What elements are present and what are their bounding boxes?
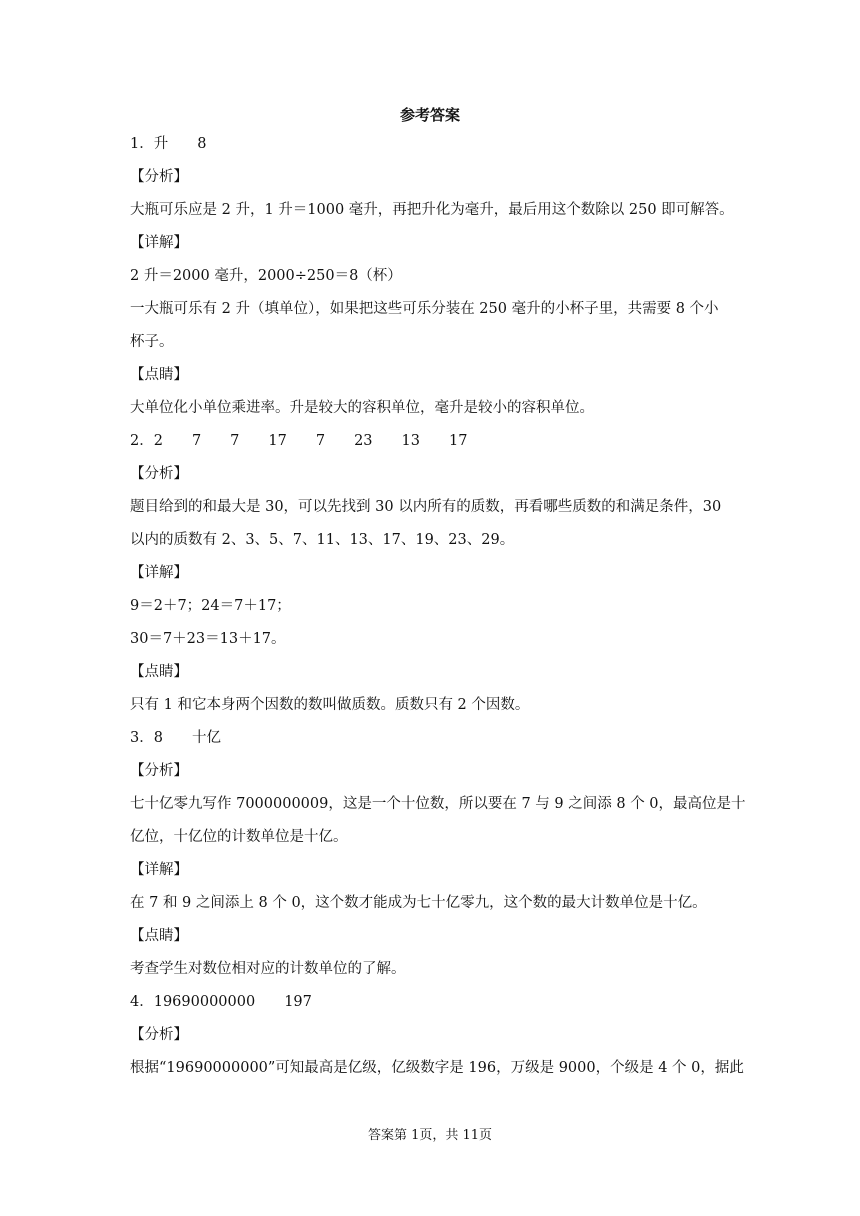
answer-content [130, 133, 746, 1090]
q3-analysis-label: 【分析】 [130, 763, 188, 779]
page-title: 参考答案 [399, 106, 460, 124]
q4-analysis-text: 根据“19690000000”可知最高是亿级，亿级数字是 196，万级是 9000，个级是 4 个 0，据此 [130, 1060, 744, 1076]
q2-detail-line-2: 30＝7＋23＝13＋17。 [130, 631, 286, 647]
q1-detail-label: 【详解】 [130, 235, 188, 251]
q2-analysis-label: 【分析】 [130, 466, 188, 482]
q1-detail-line-2: 一大瓶可乐有 2 升（填单位），如果把这些可乐分装在 250 毫升的小杯子里，共需要 8 个小 [130, 301, 719, 317]
q3-answer: 3．8 十亿 [130, 730, 221, 746]
q1-detail-line-1: 2 升＝2000 毫升，2000÷250＝8（杯） [130, 268, 402, 284]
q2-point-label: 【点睛】 [130, 664, 188, 680]
q1-analysis-text: 大瓶可乐应是 2 升，1 升＝1000 毫升，再把升化为毫升，最后用这个数除以 250 即可解答。 [130, 202, 734, 218]
q1-answer: 1．升 8 [130, 136, 207, 152]
q3-analysis-line-2: 亿位，十亿位的计数单位是十亿。 [130, 829, 348, 845]
q1-detail-line-3: 杯子。 [130, 334, 174, 350]
q2-detail-label: 【详解】 [130, 565, 188, 581]
q2-point-text: 只有 1 和它本身两个因数的数叫做质数。质数只有 2 个因数。 [130, 697, 530, 713]
q3-detail-label: 【详解】 [130, 862, 188, 878]
q4-answer: 4．19690000000 197 [130, 994, 312, 1010]
q1-point-text: 大单位化小单位乘进率。升是较大的容积单位，毫升是较小的容积单位。 [130, 400, 594, 416]
q1-analysis-label: 【分析】 [130, 169, 188, 185]
q3-point-text: 考查学生对数位相对应的计数单位的了解。 [130, 961, 406, 977]
q2-detail-line-1: 9＝2＋7；24＝7＋17； [130, 598, 291, 614]
q2-answer: 2．2 7 7 17 7 23 13 17 [130, 433, 468, 449]
q3-point-label: 【点睛】 [130, 928, 188, 944]
q3-detail-text: 在 7 和 9 之间添上 8 个 0，这个数才能成为七十亿零九，这个数的最大计数单位是十亿。 [130, 895, 707, 911]
q4-analysis-label: 【分析】 [130, 1027, 188, 1043]
q1-point-label: 【点睛】 [130, 367, 188, 383]
q3-analysis-line-1: 七十亿零九写作 7000000009，这是一个十位数，所以要在 7 与 9 之间添 8 个 0，最高位是十 [130, 796, 746, 812]
q2-analysis-line-2: 以内的质数有 2、3、5、7、11、13、17、19、23、29。 [130, 532, 515, 548]
page-footer: 答案第 1页，共 11页 [367, 1128, 493, 1143]
q2-analysis-line-1: 题目给到的和最大是 30，可以先找到 30 以内所有的质数，再看哪些质数的和满足条件，30 [130, 499, 722, 515]
